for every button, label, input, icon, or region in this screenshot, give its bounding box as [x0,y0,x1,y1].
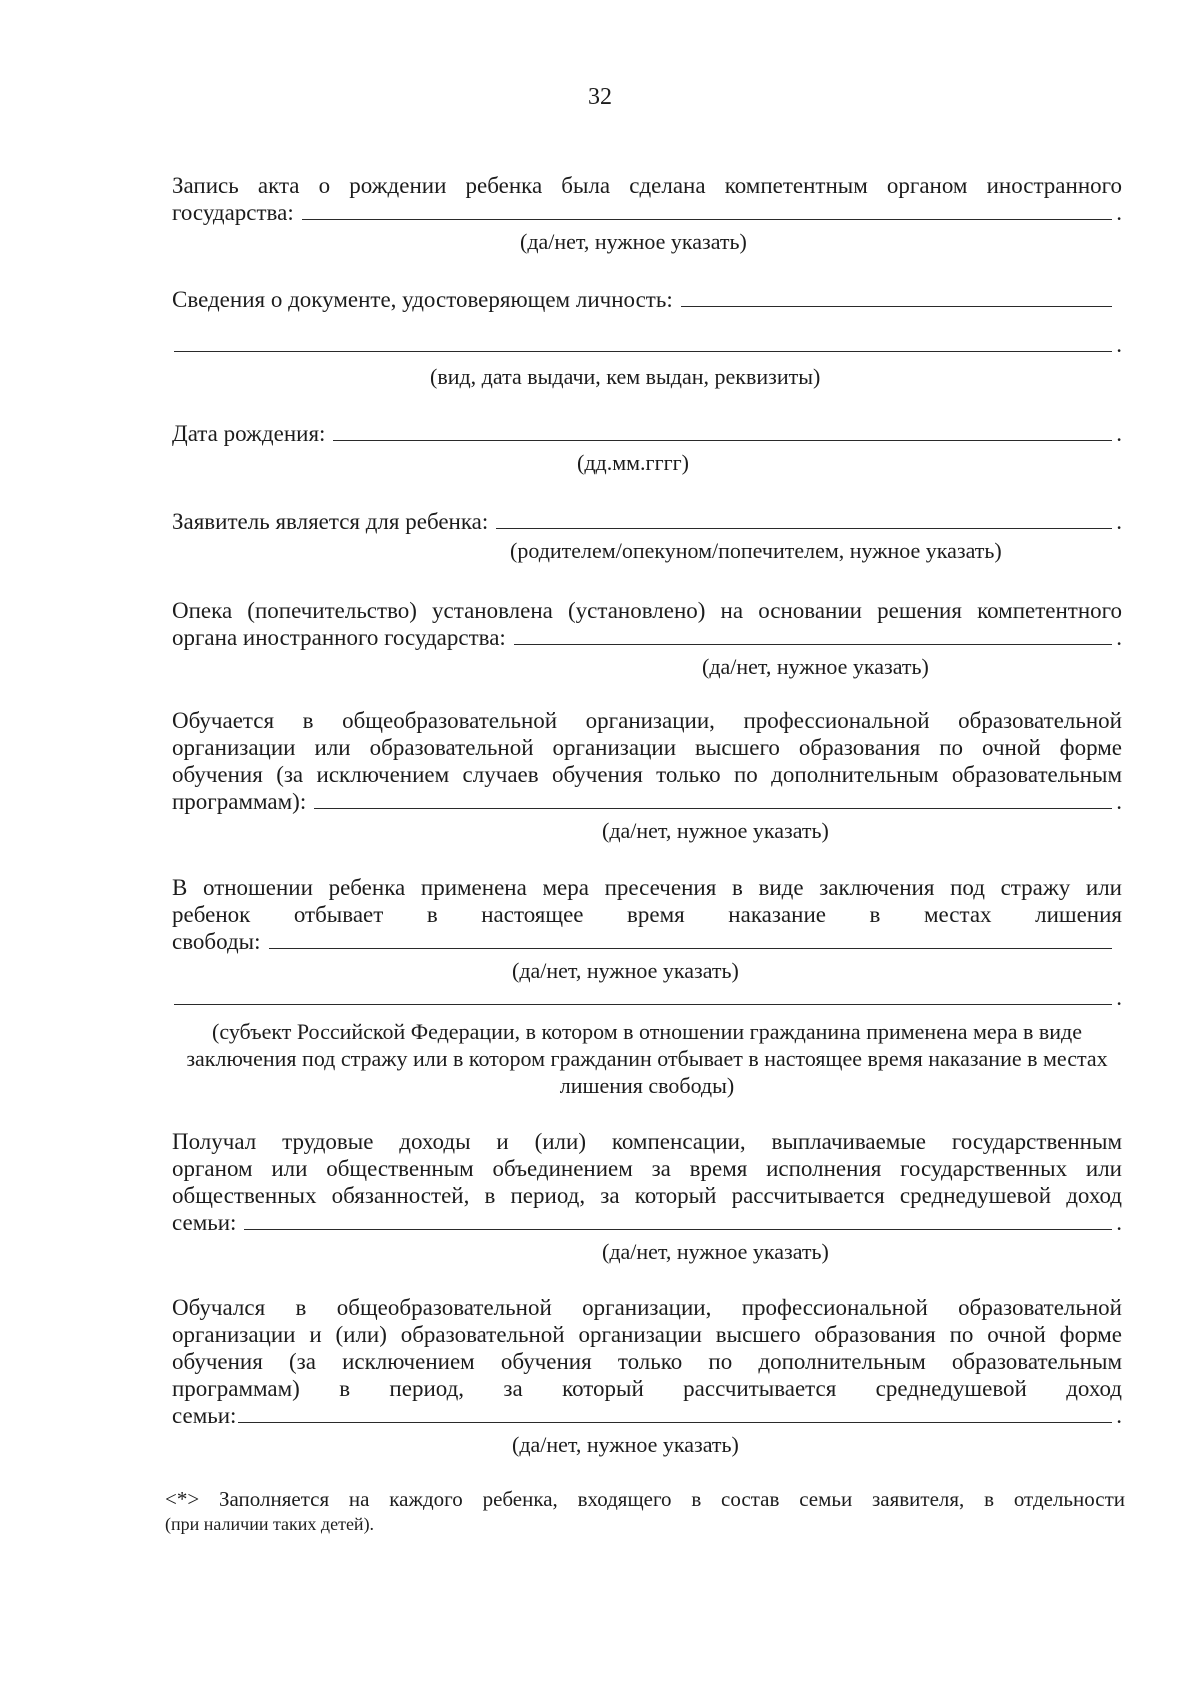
field-row [172,199,1122,226]
field-hint: (да/нет, нужное указать) [520,229,747,254]
section-identity-document [172,286,1122,390]
field-label: государства: [172,200,294,225]
identity-document-field-continued[interactable] [174,333,1112,352]
text-line: обучения (за исключением обучения только по дополнительным образовательным [172,1349,1122,1374]
field-hint: (да/нет, нужное указать) [702,654,929,679]
text-line: Запись акта о рождении ребенка была сделана компетентным органом иностранного [172,173,1122,198]
footnote-line: (при наличии таких детей). [165,1514,375,1534]
birth-date-field[interactable] [333,422,1112,441]
period: . [1116,625,1122,650]
section-studied [172,1294,1122,1458]
guardianship-field[interactable] [514,626,1112,645]
field-row [172,508,1122,535]
field-row [172,788,1122,815]
text-line: Обучался в общеобразовательной организации, профессиональной образовательной [172,1295,1122,1320]
field-row [172,286,1122,313]
section-birth-record [172,172,1122,255]
text-line: Опека (попечительство) установлена (установлено) на основании решения компетентного [172,598,1122,623]
field-row [172,624,1122,651]
text-line: обучения (за исключением случаев обучения только по дополнительным образовательным [172,762,1122,787]
birth-record-foreign-field[interactable] [302,201,1113,220]
period: . [1116,985,1122,1010]
text-line: организации или образовательной организации высшего образования по очной форме [172,735,1122,760]
text-line: программам) в период, за который рассчитывается среднедушевой доход [172,1376,1122,1401]
field-hint: (да/нет, нужное указать) [512,1432,739,1457]
section-studies [172,707,1122,844]
period: . [1116,200,1122,225]
field-label: свободы: [172,929,261,954]
field-label: семьи: [172,1403,237,1428]
page-number: 32 [588,84,612,110]
field-hint: (родителем/опекуном/попечителем, нужное указать) [510,538,1002,563]
text-line: органом или общественным объединением за время исполнения государственных или [172,1156,1122,1181]
text-line: организации и (или) образовательной организации высшего образования по очной форме [172,1322,1122,1347]
applicant-relation-field[interactable] [496,510,1112,529]
text-line: В отношении ребенка применена мера пресечения в виде заключения под стражу или [172,875,1122,900]
field-label: Сведения о документе, удостоверяющем личность: [172,287,673,312]
period: . [1116,1210,1122,1235]
section-birth-date [172,420,1122,476]
text-line: ребенок отбывает в настоящее время наказание в местах лишения [172,902,1122,927]
identity-document-field[interactable] [681,288,1113,307]
footnote-line: <*> Заполняется на каждого ребенка, входящего в состав семьи заявителя, в отдельности [165,1487,1125,1511]
period: . [1116,789,1122,814]
section-applicant-relation [172,508,1122,564]
field-row [172,1402,1122,1429]
field-label: Заявитель является для ребенка: [172,509,489,534]
period: . [1116,1403,1122,1428]
period: . [1116,509,1122,534]
field-row [172,928,1122,955]
field-row [172,420,1122,447]
detention-field[interactable] [269,930,1113,949]
studied-field[interactable] [238,1404,1112,1423]
field-hint: (дд.мм.гггг) [577,450,689,475]
section-guardianship [172,597,1122,680]
field-row [172,331,1122,361]
text-line: Обучается в общеобразовательной организации, профессиональной образовательной [172,708,1122,733]
field-label: органа иностранного государства: [172,625,506,650]
subject-hint: (субъект Российской Федерации, в котором в отношении гражданина применена мера в виде заключения под стражу или в котором гражданин отбывает в настоящее время наказание в местах лишения свободы) [186,1019,1108,1098]
field-label: семьи: [172,1210,237,1235]
text-line: Получал трудовые доходы и (или) компенсации, выплачиваемые государственным [172,1129,1122,1154]
detention-subject-field[interactable] [174,986,1112,1005]
field-hint: (вид, дата выдачи, кем выдан, реквизиты) [430,364,821,389]
labor-income-field[interactable] [244,1211,1112,1230]
text-line: общественных обязанностей, в период, за который рассчитывается среднедушевой доход [172,1183,1122,1208]
footnote [165,1487,1125,1537]
studies-field[interactable] [314,790,1112,809]
field-row [172,984,1122,1014]
field-row [172,1209,1122,1236]
period: . [1116,332,1122,357]
field-hint: (да/нет, нужное указать) [512,958,739,983]
field-label: программам): [172,789,307,814]
field-hint: (да/нет, нужное указать) [602,1239,829,1264]
section-detention [172,874,1122,1099]
field-hint: (да/нет, нужное указать) [602,818,829,843]
section-labor-income [172,1128,1122,1265]
field-label: Дата рождения: [172,421,326,446]
period: . [1116,421,1122,446]
